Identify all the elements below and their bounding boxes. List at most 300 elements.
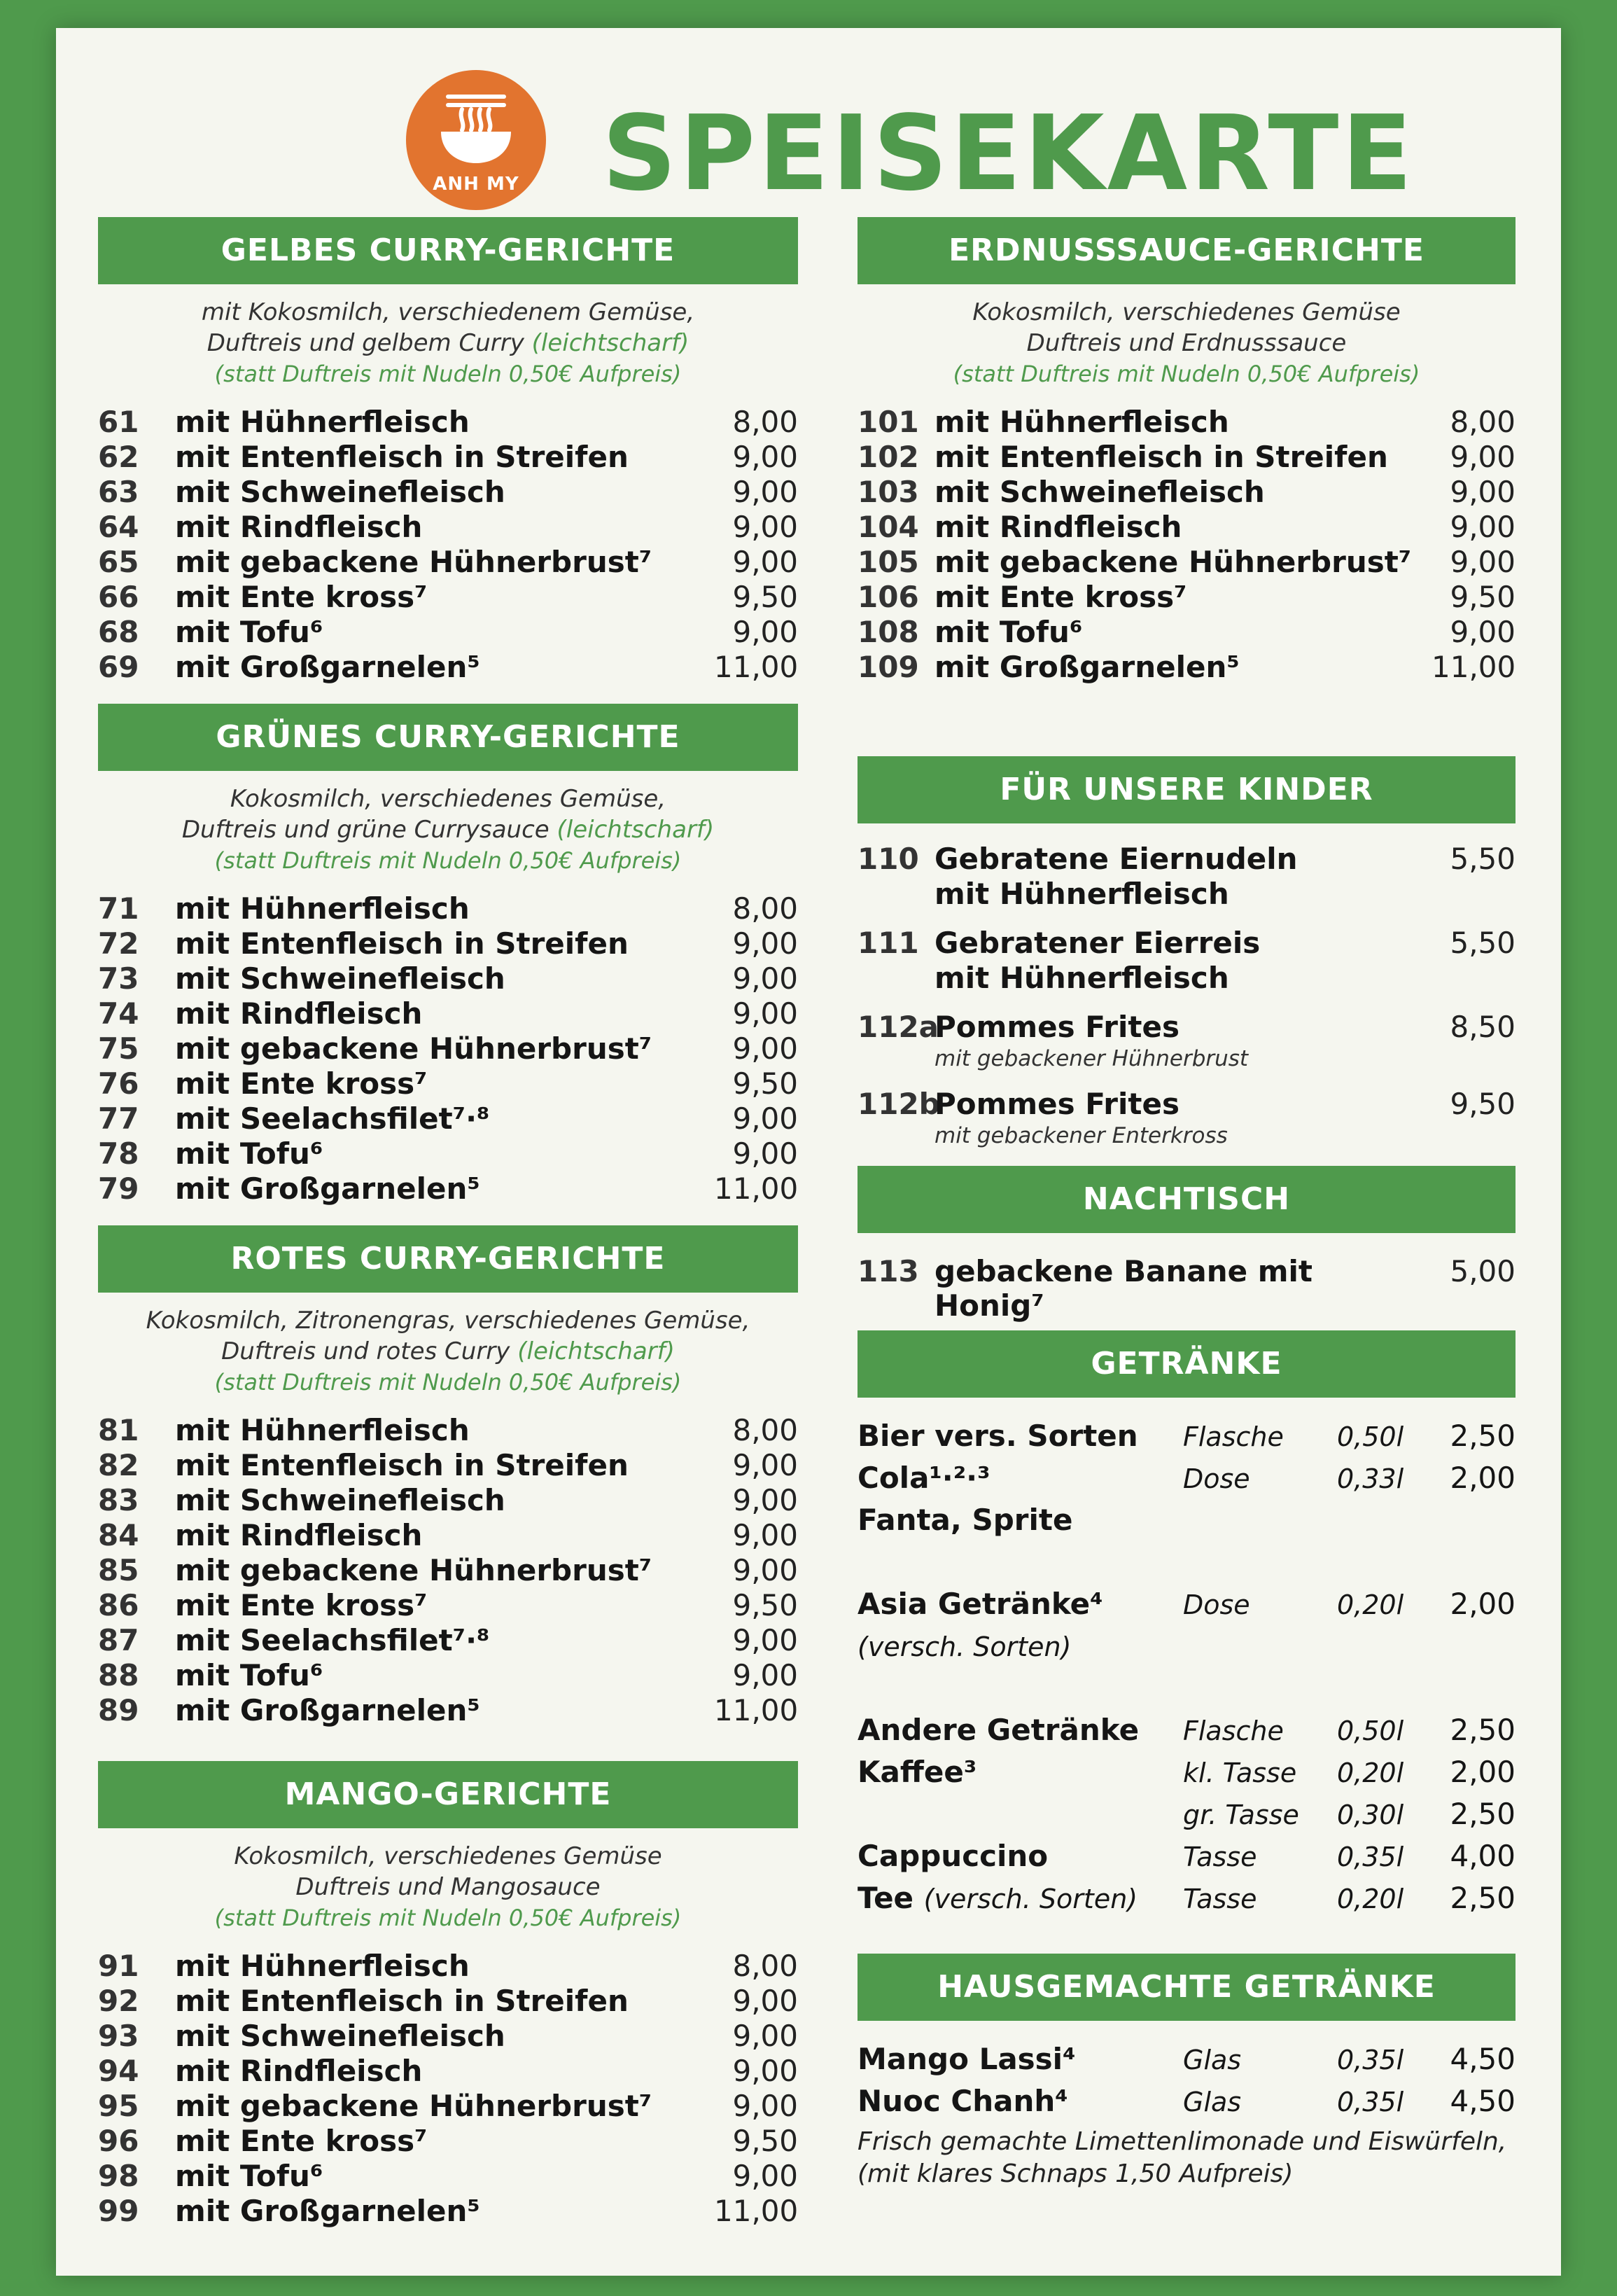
section-title: GELBES CURRY-GERICHTE	[98, 217, 798, 284]
drink-row	[858, 1461, 1516, 1503]
drink-price: 2,00	[1450, 1461, 1516, 1495]
item-price: 9,00	[1450, 545, 1516, 579]
drink-name	[858, 1503, 1183, 1537]
drink-label: Nuoc Chanh⁴	[858, 2084, 1068, 2118]
section-title: MANGO-GERICHTE	[98, 1761, 798, 1828]
item-number: 102	[858, 440, 919, 474]
item-number: 64	[98, 510, 139, 544]
item-number: 112a	[858, 1010, 939, 1044]
drink-note: Frisch gemachte Limettenlimonade und Eiswürfeln,	[858, 2127, 1507, 2156]
drink-price: 2,00	[1450, 1587, 1516, 1621]
item-name-block	[934, 926, 1432, 996]
drink-name	[858, 2084, 1183, 2118]
drink-container: Flasche	[1183, 1421, 1284, 1452]
menu-item	[858, 580, 1516, 615]
item-name: mit Rindfleisch	[934, 510, 1182, 544]
item-name: mit Rindfleisch	[175, 2054, 423, 2088]
item-price: 9,00	[732, 1658, 798, 1692]
item-number: 86	[98, 1588, 139, 1622]
item-number: 113	[858, 1254, 919, 1288]
drink-row	[858, 1881, 1516, 1923]
item-name-block	[934, 1010, 1432, 1073]
item-price: 9,00	[732, 615, 798, 649]
section-gelbes-curry	[98, 217, 798, 685]
item-number: 82	[98, 1448, 139, 1482]
item-price: 9,00	[732, 1623, 798, 1657]
section-title: ERDNUSSSAUCE-GERICHTE	[858, 217, 1516, 284]
item-price: 11,00	[1432, 650, 1516, 684]
section-title: FÜR UNSERE KINDER	[858, 756, 1516, 823]
item-name: mit Tofu⁶	[175, 2159, 323, 2193]
menu-items	[98, 1949, 798, 2229]
item-number: 85	[98, 1553, 139, 1587]
menu-item	[98, 1588, 798, 1623]
item-name-block	[934, 1087, 1432, 1150]
drink-volume: 0,35l	[1337, 2087, 1404, 2117]
menu-item	[858, 926, 1516, 996]
item-number: 73	[98, 961, 139, 996]
drink-container: gr. Tasse	[1183, 1800, 1299, 1830]
item-name: mit gebackene Hühnerbrust⁷	[175, 1553, 652, 1587]
logo	[406, 70, 546, 210]
item-name: mit Hühnerfleisch	[175, 891, 470, 926]
item-price: 9,50	[732, 2124, 798, 2158]
item-price: 8,00	[732, 891, 798, 926]
item-price: 9,00	[732, 1136, 798, 1171]
item-price: 9,50	[1450, 580, 1516, 614]
menu-item	[98, 2124, 798, 2159]
menu-item	[98, 650, 798, 685]
item-price: 11,00	[714, 1171, 799, 1206]
item-price: 9,00	[732, 1101, 798, 1136]
item-name: mit Ente kross⁷	[175, 1066, 428, 1101]
item-number: 62	[98, 440, 139, 474]
item-price: 9,00	[732, 1031, 798, 1066]
item-name: gebackene Banane mit Honig⁷	[934, 1254, 1312, 1323]
item-number: 76	[98, 1066, 139, 1101]
item-name: mit Schweinefleisch	[175, 1483, 505, 1517]
item-price: 9,50	[732, 1588, 798, 1622]
drink-price: 4,50	[1450, 2042, 1516, 2076]
section-title: NACHTISCH	[858, 1166, 1516, 1233]
drink-note-inline: (versch. Sorten)	[858, 1631, 1072, 1662]
noodle-bowl-icon	[438, 90, 514, 167]
drink-row	[858, 1629, 1516, 1671]
item-number: 88	[98, 1658, 139, 1692]
drink-row	[858, 2084, 1516, 2126]
menu-item	[98, 1448, 798, 1483]
drink-container: Dose	[1183, 1463, 1250, 1494]
menu-item	[98, 2159, 798, 2194]
drink-container: Tasse	[1183, 1842, 1257, 1872]
item-number: 105	[858, 545, 919, 579]
drink-row	[858, 1839, 1516, 1881]
item-name: mit Rindfleisch	[175, 1518, 423, 1552]
drink-list	[858, 1419, 1516, 1923]
item-price: 8,00	[732, 1949, 798, 1983]
item-name: mit Großgarnelen⁵	[175, 1693, 480, 1727]
drink-name	[858, 1713, 1183, 1747]
item-number: 99	[98, 2194, 139, 2228]
menu-item	[98, 440, 798, 475]
drink-label: Bier vers. Sorten	[858, 1419, 1138, 1453]
item-number: 101	[858, 405, 919, 439]
item-name: mit Entenfleisch in Streifen	[175, 1448, 629, 1482]
item-price: 8,00	[1450, 405, 1516, 439]
menu-item	[98, 1413, 798, 1448]
drink-row	[858, 1587, 1516, 1629]
menu-item	[98, 2194, 798, 2229]
item-number: 104	[858, 510, 919, 544]
item-price: 9,00	[732, 510, 798, 544]
menu-items	[98, 405, 798, 685]
menu-item	[98, 926, 798, 961]
item-price: 9,00	[732, 440, 798, 474]
menu-item	[98, 1483, 798, 1518]
menu-item	[98, 2019, 798, 2054]
item-name: mit Hühnerfleisch	[934, 405, 1229, 439]
drink-name	[858, 1461, 1183, 1495]
item-name: mit Schweinefleisch	[934, 475, 1265, 509]
item-name: mit Rindfleisch	[175, 510, 423, 544]
menu-item	[98, 1171, 798, 1206]
menu-item	[858, 440, 1516, 475]
page-title: SPEISEKARTE	[602, 93, 1415, 214]
drink-label: Tee	[858, 1881, 914, 1915]
item-number: 92	[98, 1984, 139, 2018]
menu-card	[56, 28, 1561, 2276]
item-price: 9,00	[732, 2054, 798, 2088]
item-number: 61	[98, 405, 139, 439]
drink-label: Cola¹·²·³	[858, 1461, 990, 1495]
item-number: 91	[98, 1949, 139, 1983]
item-number: 68	[98, 615, 139, 649]
item-subtitle: mit gebackener Hühnerbrust	[934, 1046, 1249, 1071]
item-price: 9,00	[732, 926, 798, 961]
item-subtitle: mit gebackener Enterkross	[934, 1123, 1228, 1148]
item-number: 66	[98, 580, 139, 614]
item-number: 83	[98, 1483, 139, 1517]
item-number: 108	[858, 615, 919, 649]
item-number: 110	[858, 842, 919, 876]
section-description: Kokosmilch, verschiedenes Gemüse, Duftreis und grüne Currysauce (leichtscharf) (statt Duftreis mit Nudeln 0,50€ Aufpreis)	[181, 785, 715, 874]
drink-container: Flasche	[1183, 1716, 1284, 1746]
menu-item	[858, 1254, 1516, 1323]
drink-volume: 0,50l	[1337, 1716, 1404, 1746]
item-number: 98	[98, 2159, 139, 2193]
item-name-line2: mit Hühnerfleisch	[934, 961, 1229, 995]
menu-items	[98, 891, 798, 1206]
item-name: mit Ente kross⁷	[175, 580, 428, 614]
item-name: mit Rindfleisch	[175, 996, 423, 1031]
item-name: mit Entenfleisch in Streifen	[175, 926, 629, 961]
item-name: mit Schweinefleisch	[175, 475, 505, 509]
section-description: Kokosmilch, Zitronengras, verschiedenes Gemüse, Duftreis und rotes Curry (leichtscharf) (statt Duftreis mit Nudeln 0,50€ Aufpreis)	[146, 1307, 750, 1396]
drink-list	[858, 2042, 1516, 2126]
item-name: mit Ente kross⁷	[175, 1588, 428, 1622]
drink-label: Mango Lassi⁴	[858, 2042, 1076, 2076]
menu-item	[858, 1087, 1516, 1150]
item-name: mit Seelachsfilet⁷·⁸	[175, 1623, 490, 1657]
item-number: 69	[98, 650, 139, 684]
item-number: 75	[98, 1031, 139, 1066]
item-name: mit gebackene Hühnerbrust⁷	[175, 2089, 652, 2123]
item-name: mit Entenfleisch in Streifen	[175, 1984, 629, 2018]
section-nachtisch	[858, 1166, 1516, 1323]
item-price: 9,00	[732, 2159, 798, 2193]
item-name: Pommes Frites	[934, 1087, 1180, 1121]
drink-name	[858, 1755, 1183, 1789]
menu-item	[98, 1066, 798, 1101]
menu-item	[858, 615, 1516, 650]
section-description: Kokosmilch, verschiedenes Gemüse Duftreis und Mangosauce (statt Duftreis mit Nudeln 0,50€ Aufpreis)	[214, 1842, 682, 1931]
item-name: mit gebackene Hühnerbrust⁷	[934, 545, 1412, 579]
drink-label: Kaffee³	[858, 1755, 977, 1789]
item-name: mit Entenfleisch in Streifen	[175, 440, 629, 474]
section-title: GRÜNES CURRY-GERICHTE	[98, 704, 798, 771]
item-number: 111	[858, 926, 919, 960]
item-number: 63	[98, 475, 139, 509]
item-number: 87	[98, 1623, 139, 1657]
section-gruenes-curry	[98, 704, 798, 1206]
menu-item	[98, 545, 798, 580]
menu-item	[98, 1518, 798, 1553]
drink-price: 2,50	[1450, 1797, 1516, 1831]
item-name: mit Tofu⁶	[175, 1658, 323, 1692]
drink-name	[858, 1419, 1183, 1453]
menu-item	[858, 405, 1516, 440]
menu-item	[858, 650, 1516, 685]
menu-item	[98, 405, 798, 440]
menu-item	[98, 1101, 798, 1136]
menu-item	[98, 2054, 798, 2089]
drink-row	[858, 1545, 1516, 1587]
menu-item	[858, 842, 1516, 912]
item-price: 9,00	[732, 1553, 798, 1587]
drink-container: Glas	[1183, 2087, 1242, 2117]
item-number: 84	[98, 1518, 139, 1552]
drink-name	[858, 1587, 1183, 1621]
section-kinder	[858, 756, 1516, 1164]
item-name: Pommes Frites	[934, 1010, 1180, 1044]
menu-item	[98, 1984, 798, 2019]
item-name: mit gebackene Hühnerbrust⁷	[175, 545, 652, 579]
drink-volume: 0,50l	[1337, 1421, 1404, 1452]
item-price: 9,50	[732, 1066, 798, 1101]
item-name: mit Seelachsfilet⁷·⁸	[175, 1101, 490, 1136]
item-price: 9,00	[732, 1984, 798, 2018]
item-price: 9,00	[732, 2089, 798, 2123]
item-number: 109	[858, 650, 919, 684]
item-name: mit Schweinefleisch	[175, 961, 505, 996]
item-price: 9,50	[732, 580, 798, 614]
menu-item	[858, 475, 1516, 510]
item-price: 9,50	[1450, 1087, 1516, 1121]
item-price: 8,00	[732, 1413, 798, 1447]
section-erdnuss	[858, 217, 1516, 685]
item-name: mit Großgarnelen⁵	[175, 1171, 480, 1206]
drink-volume: 0,20l	[1337, 1758, 1404, 1788]
item-name: mit Hühnerfleisch	[175, 1413, 470, 1447]
section-title: ROTES CURRY-GERICHTE	[98, 1225, 798, 1293]
item-number: 106	[858, 580, 919, 614]
drink-volume: 0,35l	[1337, 2045, 1404, 2075]
item-price: 9,00	[732, 1518, 798, 1552]
drink-price: 4,50	[1450, 2084, 1516, 2118]
item-price: 9,00	[732, 1483, 798, 1517]
item-name: mit Großgarnelen⁵	[934, 650, 1240, 684]
item-price: 9,00	[732, 961, 798, 996]
item-number: 79	[98, 1171, 139, 1206]
menu-item	[98, 1031, 798, 1066]
item-name: mit Schweinefleisch	[175, 2019, 505, 2053]
menu-item	[858, 510, 1516, 545]
drink-price: 4,00	[1450, 1839, 1516, 1873]
drink-volume: 0,35l	[1337, 1842, 1404, 1872]
drink-container: Glas	[1183, 2045, 1242, 2075]
drink-volume: 0,33l	[1337, 1463, 1404, 1494]
item-price: 5,00	[1450, 1254, 1516, 1288]
section-rotes-curry	[98, 1225, 798, 1728]
item-price: 11,00	[714, 1693, 799, 1727]
section-getraenke	[858, 1330, 1516, 1923]
drink-name	[858, 1881, 1183, 1915]
item-price: 9,00	[732, 545, 798, 579]
menu-item	[98, 615, 798, 650]
item-name: mit Entenfleisch in Streifen	[934, 440, 1388, 474]
drink-volume: 0,30l	[1337, 1800, 1404, 1830]
section-hausgemacht	[858, 1954, 1516, 2190]
menu-item	[98, 1693, 798, 1728]
item-price: 5,50	[1450, 842, 1516, 876]
drink-container: Dose	[1183, 1589, 1250, 1620]
item-name: mit Hühnerfleisch	[175, 1949, 470, 1983]
item-number: 77	[98, 1101, 139, 1136]
menu-items	[858, 842, 1516, 1150]
item-name: mit Großgarnelen⁵	[175, 2194, 480, 2228]
drink-price: 2,00	[1450, 1755, 1516, 1789]
item-price: 11,00	[714, 2194, 799, 2228]
menu-item	[98, 1623, 798, 1658]
item-number: 65	[98, 545, 139, 579]
drink-row	[858, 1797, 1516, 1839]
menu-item	[98, 510, 798, 545]
item-number: 72	[98, 926, 139, 961]
item-name: mit Tofu⁶	[175, 1136, 323, 1171]
item-price: 11,00	[714, 650, 799, 684]
menu-items	[98, 1413, 798, 1728]
menu-items	[858, 1254, 1516, 1323]
item-name: mit gebackene Hühnerbrust⁷	[175, 1031, 652, 1066]
menu-item	[858, 545, 1516, 580]
item-name: mit Hühnerfleisch	[175, 405, 470, 439]
drink-label: Andere Getränke	[858, 1713, 1140, 1747]
item-number: 94	[98, 2054, 139, 2088]
section-title: HAUSGEMACHTE GETRÄNKE	[858, 1954, 1516, 2021]
logo-text: ANH MY	[433, 174, 519, 195]
drink-price: 2,50	[1450, 1419, 1516, 1453]
drink-row	[858, 1755, 1516, 1797]
drink-container: kl. Tasse	[1183, 1758, 1297, 1788]
item-price: 9,00	[1450, 475, 1516, 509]
menu-item	[98, 1949, 798, 1984]
drink-label: Fanta, Sprite	[858, 1503, 1073, 1537]
drink-price: 2,50	[1450, 1713, 1516, 1747]
item-name-block	[934, 842, 1432, 912]
drink-note-inline: (versch. Sorten)	[923, 1884, 1138, 1914]
item-name: mit Tofu⁶	[934, 615, 1083, 649]
menu-item	[98, 1136, 798, 1171]
item-number: 74	[98, 996, 139, 1031]
drink-volume: 0,20l	[1337, 1884, 1404, 1914]
drink-row	[858, 2042, 1516, 2084]
item-price: 8,50	[1450, 1010, 1516, 1044]
section-description: mit Kokosmilch, verschiedenem Gemüse, Duftreis und gelbem Curry (leichtscharf) (statt Duftreis mit Nudeln 0,50€ Aufpreis)	[201, 298, 695, 387]
drink-row	[858, 1419, 1516, 1461]
item-price: 9,00	[1450, 440, 1516, 474]
menu-item	[98, 1553, 798, 1588]
drink-row	[858, 1713, 1516, 1755]
menu-item	[858, 1010, 1516, 1073]
item-number: 95	[98, 2089, 139, 2123]
item-price: 9,00	[732, 475, 798, 509]
menu-item	[98, 580, 798, 615]
menu-item	[98, 475, 798, 510]
menu-item	[98, 1658, 798, 1693]
drink-price: 2,50	[1450, 1881, 1516, 1915]
item-number: 112b	[858, 1087, 940, 1121]
menu-item	[98, 891, 798, 926]
item-name: mit Tofu⁶	[175, 615, 323, 649]
drink-name	[858, 1839, 1183, 1873]
menu-item	[98, 961, 798, 996]
section-description: Kokosmilch, verschiedenes Gemüse Duftreis und Erdnusssauce (statt Duftreis mit Nudeln 0,50€ Aufpreis)	[953, 298, 1420, 387]
drink-volume: 0,20l	[1337, 1589, 1404, 1620]
item-number: 93	[98, 2019, 139, 2053]
item-price: 9,00	[1450, 510, 1516, 544]
item-price: 9,00	[1450, 615, 1516, 649]
item-name-line2: mit Hühnerfleisch	[934, 877, 1229, 911]
item-price: 9,00	[732, 996, 798, 1031]
menu-items	[858, 405, 1516, 685]
drink-note: (mit klares Schnaps 1,50 Aufpreis)	[858, 2159, 1294, 2188]
item-number: 81	[98, 1413, 139, 1447]
drink-name	[858, 1629, 1183, 1663]
menu-item	[98, 996, 798, 1031]
item-name: mit Ente kross⁷	[175, 2124, 428, 2158]
drink-row	[858, 1671, 1516, 1713]
item-number: 96	[98, 2124, 139, 2158]
section-title: GETRÄNKE	[858, 1330, 1516, 1398]
drink-label: Asia Getränke⁴	[858, 1587, 1103, 1621]
item-price: 9,00	[732, 1448, 798, 1482]
menu-item	[98, 2089, 798, 2124]
item-name: Gebratene Eiernudeln	[934, 842, 1298, 876]
item-number: 89	[98, 1693, 139, 1727]
section-mango	[98, 1761, 798, 2229]
item-price: 9,00	[732, 2019, 798, 2053]
drink-row	[858, 1503, 1516, 1545]
drink-container: Tasse	[1183, 1884, 1257, 1914]
drink-name	[858, 2042, 1183, 2076]
drink-label: Cappuccino	[858, 1839, 1049, 1873]
item-number: 71	[98, 891, 139, 926]
item-number: 103	[858, 475, 919, 509]
item-name: mit Ente kross⁷	[934, 580, 1187, 614]
item-number: 78	[98, 1136, 139, 1171]
item-name: Gebratener Eierreis	[934, 926, 1261, 960]
item-price: 8,00	[732, 405, 798, 439]
